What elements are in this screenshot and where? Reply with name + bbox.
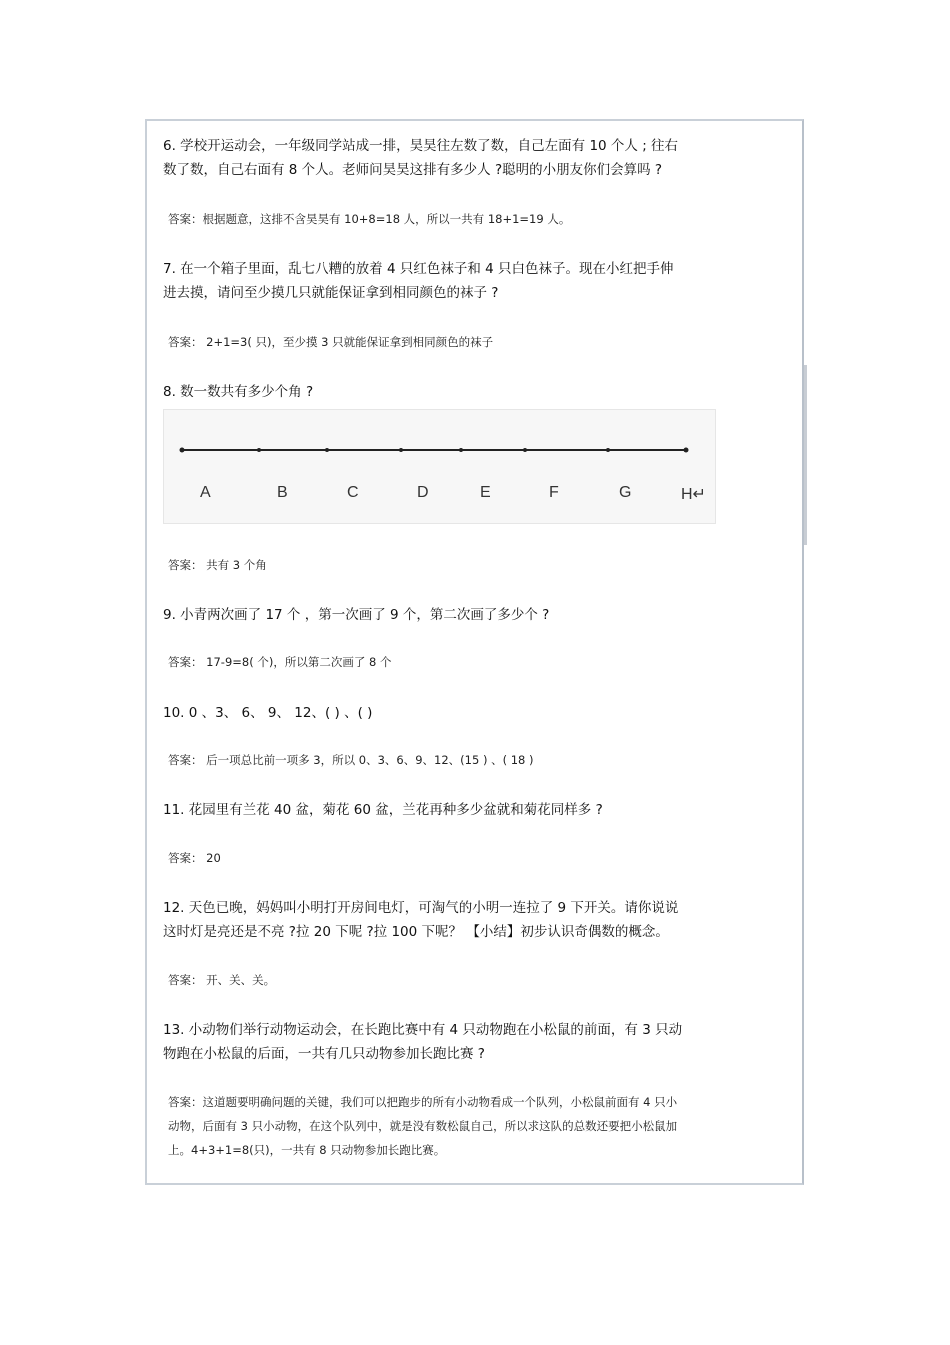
point-label-c: C bbox=[347, 484, 359, 501]
question-13-line-2: 物跑在小松鼠的后面，一共有几只动物参加长跑比赛 ? bbox=[163, 1046, 485, 1062]
answer-13-line-2: 动物，后面有 3 只小动物，在这个队列中，就是没有数松鼠自己，所以求这队的总数还要把小松鼠加 bbox=[168, 1119, 678, 1133]
point-label-g: G bbox=[619, 484, 632, 501]
question-11: 11. 花园里有兰花 40 盆，菊花 60 盆，兰花再种多少盆就和菊花同样多 ? bbox=[163, 802, 603, 818]
question-6-line-1: 6. 学校开运动会，一年级同学站成一排，昊昊往左数了数，自己左面有 10 个人 ; 往右 bbox=[163, 138, 679, 154]
point-c-dot bbox=[325, 448, 329, 452]
point-h-dot bbox=[684, 448, 689, 453]
point-b-dot bbox=[257, 448, 261, 452]
point-e-dot bbox=[459, 448, 463, 452]
answer-13-line-3: 上。4+3+1=8(只)，一共有 8 只动物参加长跑比赛。 bbox=[168, 1143, 446, 1157]
question-8: 8. 数一数共有多少个角 ? bbox=[163, 384, 314, 400]
answer-11: 答案： 20 bbox=[168, 851, 221, 865]
question-6 bbox=[163, 134, 678, 182]
question-13 bbox=[163, 1018, 682, 1066]
answer-10: 答案： 后一项总比前一项多 3，所以 0、3、6、9、12、(15 ) 、( 18 ) bbox=[168, 753, 534, 767]
answer-8: 答案： 共有 3 个角 bbox=[168, 558, 267, 572]
ray-line-diagram bbox=[164, 410, 717, 525]
point-label-a: A bbox=[200, 484, 211, 501]
question-6-line-2: 数了数，自己右面有 8 个人。老师问昊昊这排有多少人 ?聪明的小朋友你们会算吗 ? bbox=[163, 162, 663, 178]
point-label-d: D bbox=[417, 484, 429, 501]
answer-12: 答案： 开、关、关。 bbox=[168, 973, 276, 987]
question-12-line-2: 这时灯是亮还是不亮 ?拉 20 下呢 ?拉 100 下呢？ 【小结】初步认识奇偶数的概念。 bbox=[163, 924, 669, 940]
scroll-edge-mark bbox=[804, 365, 807, 545]
point-f-dot bbox=[523, 448, 527, 452]
point-label-f: F bbox=[549, 484, 559, 501]
question-9: 9. 小青两次画了 17 个 ，第一次画了 9 个，第二次画了多少个 ? bbox=[163, 607, 550, 623]
point-d-dot bbox=[399, 448, 403, 452]
answer-13-line-1: 答案：这道题要明确问题的关键，我们可以把跑步的所有小动物看成一个队列，小松鼠前面有 4 只小 bbox=[168, 1095, 678, 1109]
question-7 bbox=[163, 257, 674, 305]
point-label-e: E bbox=[480, 484, 491, 501]
answer-6: 答案：根据题意，这排不含昊昊有 10+8=18 人，所以一共有 18+1=19 人。 bbox=[168, 212, 571, 226]
point-label-b: B bbox=[277, 484, 288, 501]
answer-9: 答案： 17-9=8( 个)，所以第二次画了 8 个 bbox=[168, 655, 392, 669]
answer-13 bbox=[168, 1090, 677, 1162]
question-10: 10. 0 、3、 6、 9、 12、( ) 、( ) bbox=[163, 705, 373, 721]
angle-figure bbox=[163, 409, 716, 524]
question-7-line-1: 7. 在一个箱子里面，乱七八糟的放着 4 只红色袜子和 4 只白色袜子。现在小红把手伸 bbox=[163, 261, 674, 277]
point-label-h: H↵ bbox=[681, 486, 706, 503]
point-a-dot bbox=[180, 448, 185, 453]
question-13-line-1: 13. 小动物们举行动物运动会，在长跑比赛中有 4 只动物跑在小松鼠的前面，有 3 只动 bbox=[163, 1022, 683, 1038]
point-g-dot bbox=[606, 448, 610, 452]
question-7-line-2: 进去摸，请问至少摸几只就能保证拿到相同颜色的袜子 ? bbox=[163, 285, 499, 301]
answer-7: 答案： 2+1=3( 只)，至少摸 3 只就能保证拿到相同颜色的袜子 bbox=[168, 335, 494, 349]
question-12 bbox=[163, 896, 678, 944]
question-12-line-1: 12. 天色已晚，妈妈叫小明打开房间电灯，可淘气的小明一连拉了 9 下开关。请你说说 bbox=[163, 900, 679, 916]
